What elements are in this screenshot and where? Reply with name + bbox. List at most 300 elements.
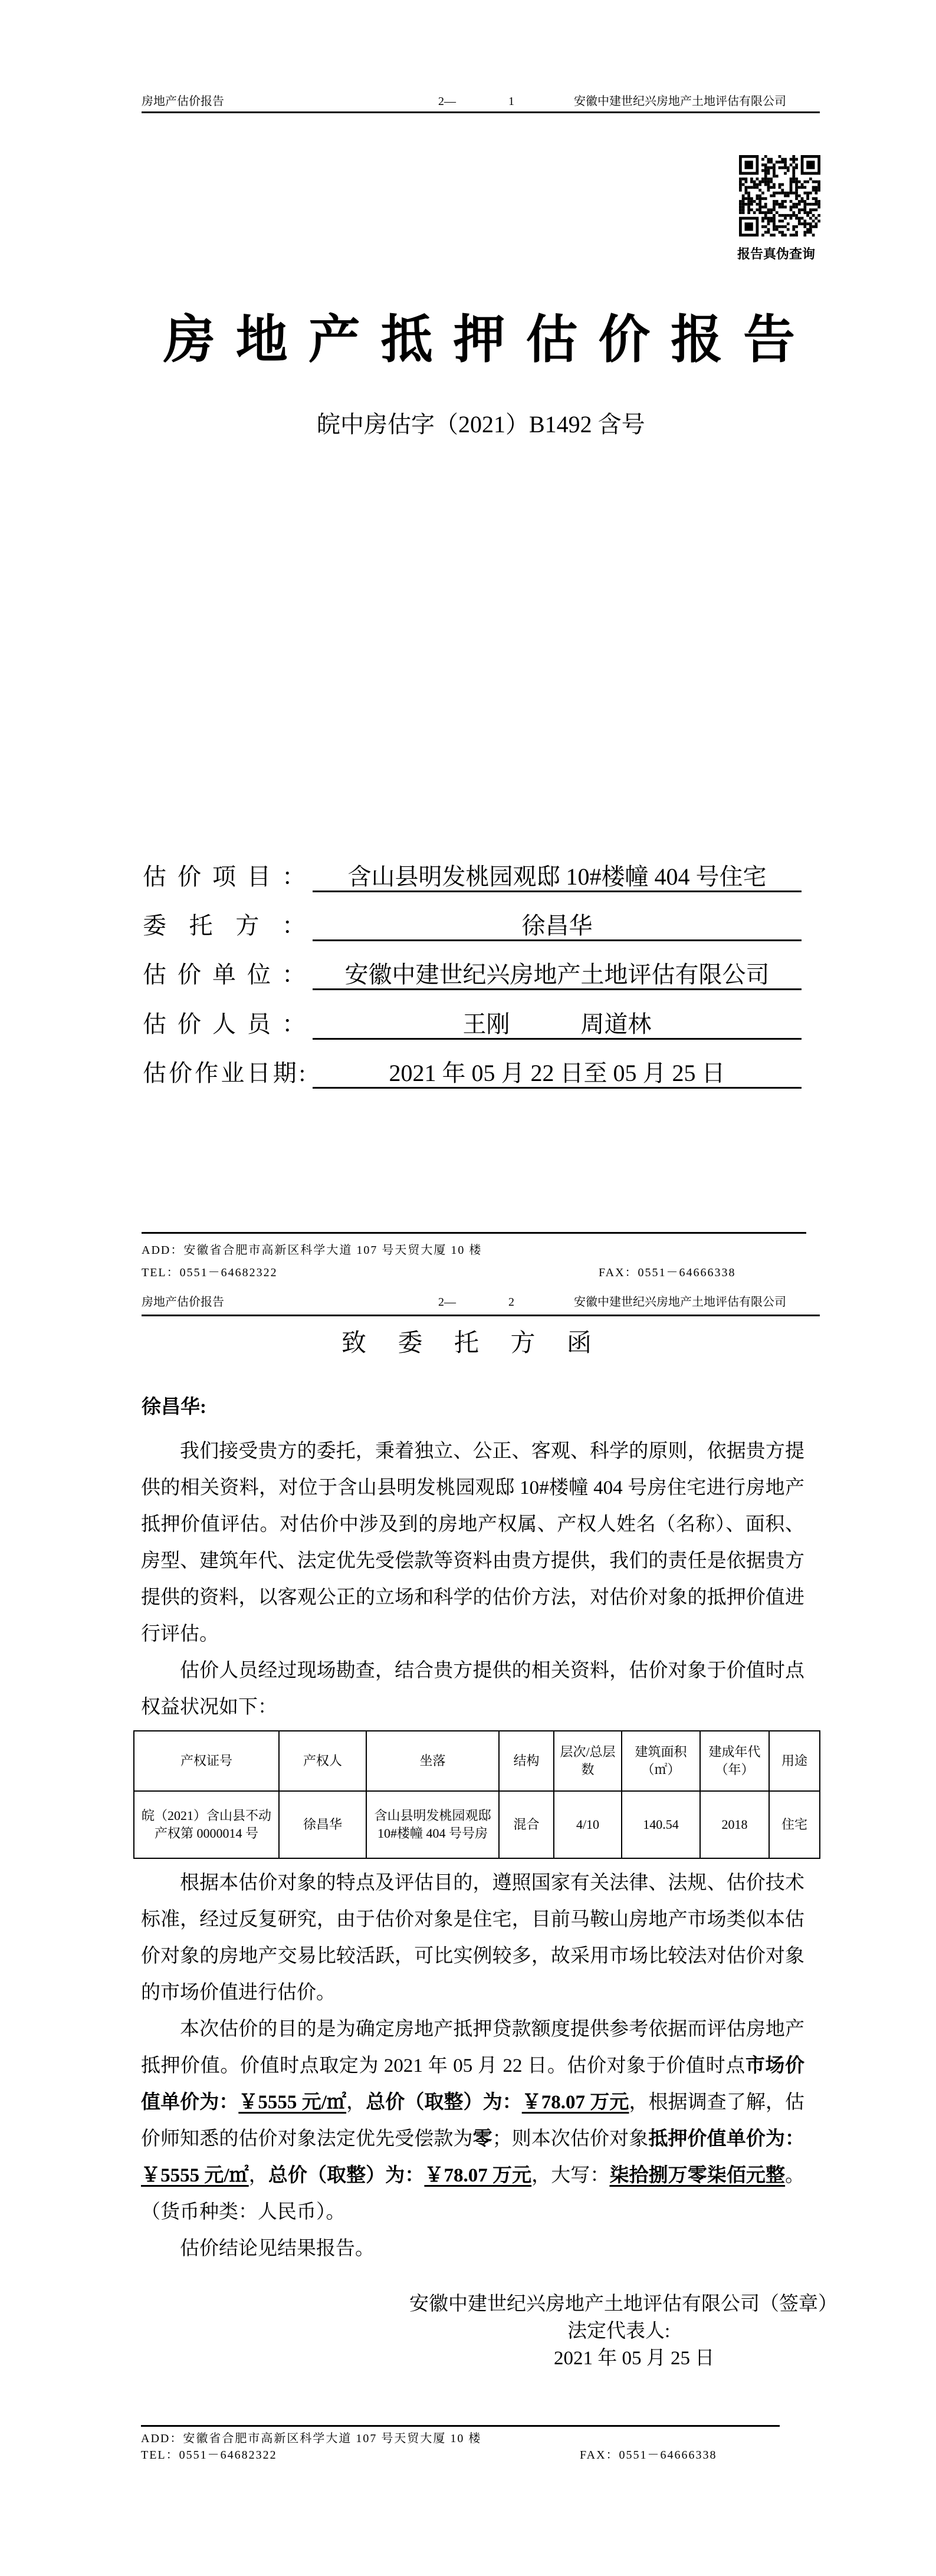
qr-module [773,203,776,206]
qr-module [792,169,795,172]
qr-module [767,228,770,231]
qr-module [795,195,798,198]
qr-module [747,203,750,206]
qr-module [742,183,745,186]
qr-module [792,214,795,217]
field-label: 委托方： [143,912,306,939]
qr-label: 报告真伪查询 [737,247,816,261]
qr-module [742,197,745,200]
qr-module [739,208,742,211]
qr-module [747,211,750,214]
signature-block [141,2291,838,2372]
qr-module [742,203,745,206]
qr-module [770,161,773,164]
field-value: 2021 年 05 月 22 日至 05 月 25 日 [313,1059,802,1089]
qr-module [798,186,801,189]
qr-module [795,183,798,186]
qr-module [795,217,798,220]
qr-module [809,208,812,211]
qr-module [764,166,767,169]
qr-module [803,203,806,206]
qr-module [792,234,795,236]
qr-module [773,183,776,186]
qr-module [779,203,781,206]
qr-module [770,166,773,169]
qr-module [792,161,795,164]
qr-module [764,203,767,206]
qr-module [767,208,770,211]
qr-module [758,203,761,206]
qr-module [750,200,753,203]
qr-module [787,222,790,225]
letter-paragraph-3: 根据本估价对象的特点及评估目的，遵照国家有关法律、法规、估价技术标准，经过反复研究，由于估价对象是住宅，目前马鞍山房地产市场类似本估价对象的房地产交易比较活跃，可比实例较多，故采用市场比较法对估价对象的市场价值进行估价。 [141,1872,804,2003]
property-rights-table [133,1730,820,1859]
qr-module [758,189,761,192]
qr-module [803,225,806,228]
qr-module [790,186,793,189]
qr-module [761,234,764,236]
qr-module [795,203,798,206]
qr-module [801,197,804,200]
text-segment: ，大写： [531,2165,610,2186]
qr-module [815,197,817,200]
qr-module [750,186,753,189]
qr-module [756,183,759,186]
qr-module [817,200,820,203]
qr-module [781,203,784,206]
qr-module [784,158,787,161]
qr-code[interactable] [739,155,820,236]
qr-module [806,161,815,169]
running-header-page-number: 2 [508,1296,514,1309]
table-header: 结构 [499,1731,554,1791]
qr-module [784,161,787,164]
qr-module [776,200,779,203]
cell-location: 含山县明发桃园观邸 10#楼幢 404 号号房 [366,1791,499,1858]
running-header-right: 安徽中建世纪兴房地产土地评估有限公司 [574,95,786,108]
qr-module [756,195,759,198]
qr-module [770,219,773,222]
qr-module [773,172,776,175]
field-label: 估价作业日期: [143,1060,306,1086]
qr-module [795,186,798,189]
qr-module [776,228,779,231]
qr-module [801,183,804,186]
qr-module [773,214,776,217]
qr-module [781,214,784,217]
cell-usage: 住宅 [769,1791,820,1858]
table-header-row [134,1731,820,1791]
qr-module [758,180,761,183]
qr-module [761,169,764,172]
qr-module [750,178,753,180]
field-work-dates [143,1059,802,1088]
qr-module [784,206,787,209]
table-header: 坐落 [366,1731,499,1791]
qr-module [792,206,795,209]
footer-tel: TEL：0551－64682322 [142,1266,278,1279]
qr-module [784,195,787,198]
text-segment: ，根据调查了解，估价师知悉的估价对象法定优先受偿款为 [141,2092,805,2150]
qr-module [803,208,806,211]
qr-module [764,163,767,166]
qr-module [779,161,781,164]
letter-body [141,1433,838,2465]
field-value: 王刚 周道林 [313,1010,802,1040]
qr-module [767,183,770,186]
qr-module [776,192,779,195]
qr-module [784,163,787,166]
qr-module [764,183,767,186]
field-label: 估价人员： [143,1011,306,1037]
qr-module [742,178,745,180]
qr-module [767,178,770,180]
qr-module [798,219,801,222]
qr-module [781,183,784,186]
field-label: 估价单位： [143,961,306,988]
field-value: 安徽中建世纪兴房地产土地评估有限公司 [313,960,802,990]
footer-contact-row [141,2448,820,2465]
qr-module [767,219,770,222]
qr-module [779,192,781,195]
qr-module [801,208,804,211]
qr-module [809,231,812,234]
qr-module [803,222,806,225]
qr-module [812,225,815,228]
qr-module [815,208,817,211]
qr-module [815,217,817,220]
running-header-right: 安徽中建世纪兴房地产土地评估有限公司 [574,1296,786,1309]
qr-module [790,208,793,211]
qr-module [761,163,764,166]
qr-module [795,192,798,195]
qr-module [790,163,793,166]
market-total-label: 总价（取整）为： [366,2092,522,2113]
qr-module [767,158,770,161]
qr-module [781,166,784,169]
text-segment: ；则本次估价对象 [492,2128,649,2150]
qr-module [809,225,812,228]
qr-module [764,225,767,228]
qr-module [806,228,809,231]
qr-module [764,206,767,209]
qr-module [773,195,776,198]
qr-module [817,189,820,192]
qr-module [781,200,784,203]
qr-module [801,217,804,220]
qr-module [812,189,815,192]
qr-module [803,231,806,234]
qr-module [798,200,801,203]
qr-module [753,186,756,189]
running-header-left: 房地产估价报告 [142,95,224,108]
qr-module [745,178,748,180]
qr-module [761,178,764,180]
qr-module [792,211,795,214]
qr-module [764,211,767,214]
qr-module [750,203,753,206]
qr-module [812,219,815,222]
qr-module [761,225,764,228]
qr-module [753,200,756,203]
qr-module [747,186,750,189]
qr-module [781,219,784,222]
qr-module [806,214,809,217]
qr-module [758,195,761,198]
qr-module [779,183,781,186]
qr-module [739,189,742,192]
qr-module [739,206,742,209]
qr-module [773,206,776,209]
qr-module [806,197,809,200]
qr-module [761,219,764,222]
qr-module [747,208,750,211]
qr-module [776,211,779,214]
qr-module [803,234,806,236]
qr-module [779,214,781,217]
market-total-price: ￥78.07 万元 [521,2092,629,2113]
qr-module [806,231,809,234]
qr-module [806,211,809,214]
qr-module [739,186,742,189]
qr-module [795,189,798,192]
qr-module [784,200,787,203]
qr-module [773,219,776,222]
qr-module [779,166,781,169]
qr-module [773,208,776,211]
qr-module [817,183,820,186]
qr-module [764,169,767,172]
qr-module [812,214,815,217]
qr-module [795,225,798,228]
qr-module [758,183,761,186]
qr-module [773,163,776,166]
qr-module [767,169,770,172]
qr-module [742,206,745,209]
qr-module [739,178,742,180]
qr-module [742,195,745,198]
qr-module [773,228,776,231]
qr-module [792,155,795,158]
qr-module [787,169,790,172]
qr-module [795,180,798,183]
table-header: 建成年代（年） [700,1731,769,1791]
qr-module [779,155,781,158]
qr-module [798,217,801,220]
qr-module [770,178,773,180]
qr-module [812,234,815,236]
qr-module [817,180,820,183]
qr-module [747,200,750,203]
qr-module [795,197,798,200]
priority-claims-value: 零 [472,2128,492,2150]
qr-module [781,192,784,195]
report-title-text: 房地产抵押估价报告 [163,312,795,369]
qr-module [798,208,801,211]
qr-module [809,211,812,214]
qr-module [787,195,790,198]
qr-module [747,197,750,200]
qr-module [773,169,776,172]
qr-module [781,158,784,161]
qr-module [798,180,801,183]
qr-module [784,192,787,195]
qr-module [779,225,781,228]
qr-module [745,189,748,192]
qr-module [798,222,801,225]
qr-module [773,192,776,195]
qr-module [806,180,809,183]
qr-module [787,214,790,217]
qr-module [773,222,776,225]
qr-module [773,166,776,169]
cell-certificate-no: 皖（2021）含山县不动产权第 0000014 号 [134,1791,279,1858]
qr-module [767,211,770,214]
qr-module [781,161,784,164]
qr-module [784,217,787,220]
qr-module [790,183,793,186]
qr-module [747,192,750,195]
cell-structure: 混合 [499,1791,554,1858]
qr-module [756,178,759,180]
qr-module [812,180,815,183]
qr-module [750,197,753,200]
qr-module [767,186,770,189]
qr-module [758,211,761,214]
qr-module [767,180,770,183]
qr-module [773,234,776,236]
qr-module [790,158,793,161]
qr-module [803,211,806,214]
qr-module [776,203,779,206]
qr-module [779,231,781,234]
qr-module [770,158,773,161]
qr-module [767,172,770,175]
qr-module [817,214,820,217]
report-number: 皖中房估字（2021）B1492 含号 [317,411,645,438]
qr-module [790,234,793,236]
qr-module [753,180,756,183]
qr-module [790,200,793,203]
footer-fax: FAX：0551－64666338 [580,2449,717,2462]
qr-module [812,197,815,200]
amount-in-words: 柒拾捌万零柒佰元整 [609,2165,786,2186]
letter-salutation: 徐昌华: [142,1397,206,1418]
header-rule [142,111,820,113]
qr-module [795,206,798,209]
qr-module [773,217,776,220]
qr-module [764,155,767,158]
footer-address: ADD：安徽省合肥市高新区科学大道 107 号天贸大厦 10 楼 [141,2432,482,2445]
cell-floor: 4/10 [554,1791,622,1858]
qr-module [739,211,742,214]
qr-module [770,180,773,183]
qr-module [753,183,756,186]
qr-module [795,178,798,180]
qr-module [750,208,753,211]
qr-module [792,158,795,161]
qr-module [745,197,748,200]
qr-module [767,217,770,220]
qr-module [795,231,798,234]
qr-module [817,186,820,189]
table-header: 产权人 [279,1731,366,1791]
qr-module [758,206,761,209]
qr-module [815,203,817,206]
qr-module [764,175,767,178]
running-header-page-prefix: 2— [438,95,456,108]
qr-module [795,214,798,217]
qr-module [809,192,812,195]
signature-date: 2021 年 05 月 25 日 [554,2348,715,2369]
qr-module [795,163,798,166]
mortgage-unit-price-label: 抵押价值单价为： [648,2128,805,2150]
qr-module [756,208,759,211]
qr-module [803,186,806,189]
qr-module [795,158,798,161]
qr-module [767,189,770,192]
qr-module [764,172,767,175]
qr-module [795,166,798,169]
qr-module [815,225,817,228]
qr-module [739,200,742,203]
qr-module [787,192,790,195]
qr-module [767,166,770,169]
field-appraisers [143,1010,802,1039]
qr-module [790,206,793,209]
text-segment: 。（货币种类：人民币）。 [141,2165,805,2223]
qr-module [770,195,773,198]
qr-module [761,211,764,214]
qr-module [809,217,812,220]
qr-module [758,200,761,203]
qr-module [745,186,748,189]
qr-module [817,206,820,209]
qr-module [781,206,784,209]
qr-module [790,192,793,195]
cell-area: 140.54 [622,1791,700,1858]
header-rule [142,1315,820,1316]
qr-module [790,217,793,220]
market-unit-price: ￥5555 元/㎡ [238,2092,347,2113]
qr-module [770,234,773,236]
letter-title-text: 致委托方函 [341,1330,592,1357]
qr-module [776,161,779,164]
qr-module [739,183,742,186]
letter-paragraph-5: 估价结论见结果报告。 [180,2238,375,2259]
mortgage-unit-price: ￥5555 元/㎡ [141,2165,249,2186]
qr-module [801,186,804,189]
qr-module [792,172,795,175]
qr-module [801,200,804,203]
qr-module [761,206,764,209]
signature-company: 安徽中建世纪兴房地产土地评估有限公司（签章） [409,2294,838,2315]
qr-module [787,228,790,231]
qr-module [761,197,764,200]
qr-module [792,192,795,195]
qr-module [815,189,817,192]
qr-module [784,166,787,169]
qr-module [747,195,750,198]
qr-module [761,192,764,195]
text-segment: ， [346,2092,366,2113]
cell-owner: 徐昌华 [279,1791,366,1858]
qr-module [806,192,809,195]
qr-module [784,214,787,217]
qr-module [745,192,748,195]
qr-module [779,186,781,189]
field-project [143,862,802,892]
